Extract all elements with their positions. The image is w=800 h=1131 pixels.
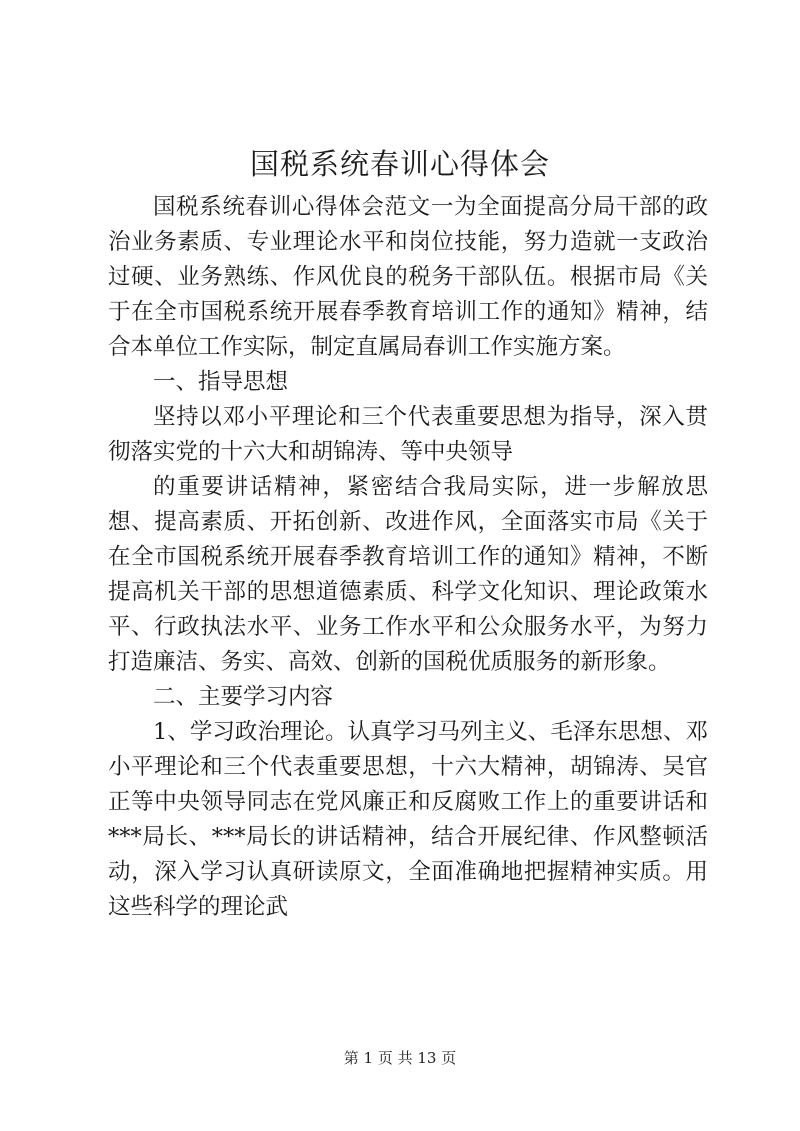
page-number-footer: 第 1 页 共 13 页 bbox=[343, 1049, 457, 1067]
paragraph-guiding-thought-2: 的重要讲话精神，紧密结合我局实际，进一步解放思想、提高素质、开拓创新、改进作风，全面落实市局《关于在全市国税系统开展春季教育培训工作的通知》精神，不断提高机关干部的思想道德素质、科学文化知识、理论政策水平、行政执法水平、业务工作水平和公众服务水平，为努力打造廉洁、务实、高效、创新的国税优质服务的新形象。 bbox=[108, 474, 708, 675]
document-body bbox=[108, 190, 708, 925]
heading-guiding-thought: 一、指导思想 bbox=[153, 369, 289, 395]
paragraph-guiding-thought-1: 坚持以邓小平理论和三个代表重要思想为指导，深入贯彻落实党的十六大和胡锦涛、等中央领导 bbox=[108, 404, 708, 465]
heading-main-content: 二、主要学习内容 bbox=[153, 684, 334, 710]
document-title: 国税系统春训心得体会 bbox=[249, 147, 550, 181]
paragraph-intro: 国税系统春训心得体会范文一为全面提高分局干部的政治业务素质、专业理论水平和岗位技能，努力造就一支政治过硬、业务熟练、作风优良的税务干部队伍。根据市局《关于在全市国税系统开展春季教育培训工作的通知》精神，结合本单位工作实际，制定直属局春训工作实施方案。 bbox=[108, 194, 708, 360]
paragraph-political-theory: 1、学习政治理论。认真学习马列主义、毛泽东思想、邓小平理论和三个代表重要思想，十六大精神，胡锦涛、吴官正等中央领导同志在党风廉正和反腐败工作上的重要讲话和***局长、***局长的讲话精神，结合开展纪律、作风整顿活动，深入学习认真研读原文，全面准确地把握精神实质。用这些科学的理论武 bbox=[108, 719, 708, 920]
